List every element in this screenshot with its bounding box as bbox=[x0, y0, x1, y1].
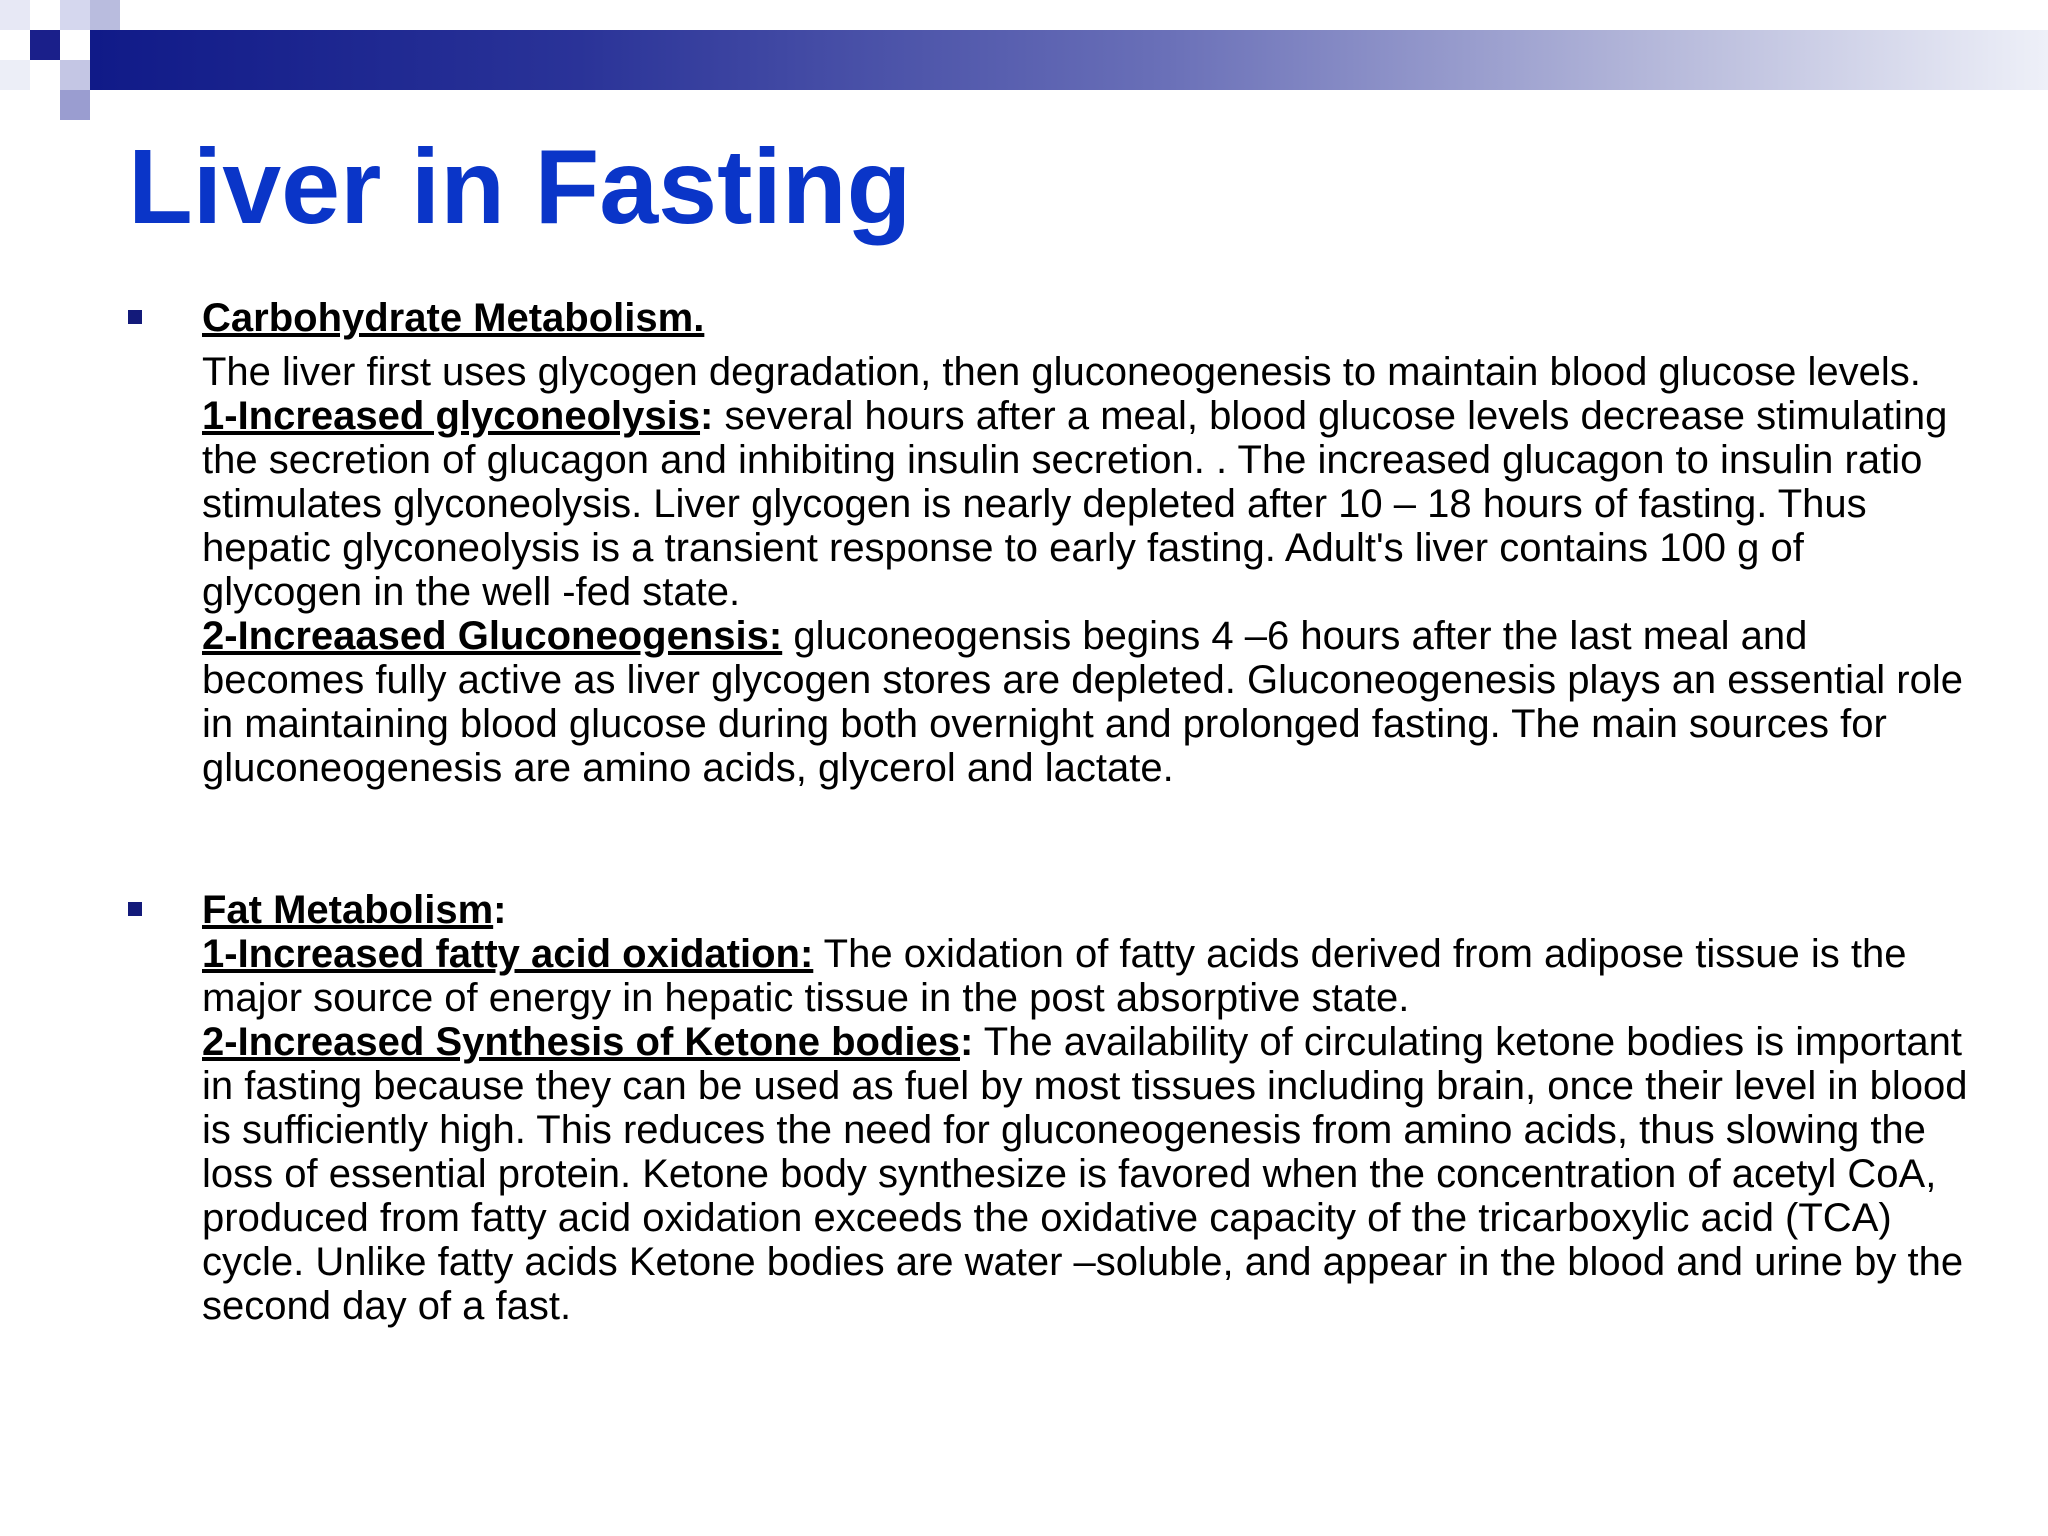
ketone-bodies-paragraph bbox=[202, 1020, 1968, 1328]
bullet-carbohydrate-metabolism bbox=[128, 296, 1968, 790]
ketone-bodies-text: The availability of circulating ketone bodies is important in fasting because they can be used as fuel by most tissues including brain, once their level in blood is sufficiently high. This reduces the need for gluconeogenesis from amino acids, thus slowing the loss of essential protein. Ketone body synthesize is favored when the concentration of acetyl CoA, produced from fatty acid oxidation exceeds the oxidative capacity of the tricarboxylic acid (TCA) cycle. Unlike fatty acids Ketone bodies are water –soluble, and appear in the blood and urine by the second day of a fast. bbox=[202, 1020, 1968, 1328]
section-heading-fat-row bbox=[202, 888, 1968, 932]
square-bullet-icon bbox=[128, 902, 142, 916]
fat-heading-colon: : bbox=[493, 888, 507, 932]
slide-content bbox=[128, 296, 1968, 1328]
gluconeogenesis-label: 2-Increaased Gluconeogensis: bbox=[202, 614, 783, 658]
ketone-bodies-label: 2-Increased Synthesis of Ketone bodies bbox=[202, 1020, 960, 1064]
decor-square bbox=[30, 30, 60, 60]
glyconeolysis-paragraph bbox=[202, 394, 1968, 614]
gluconeogenesis-paragraph bbox=[202, 614, 1968, 790]
square-bullet-icon bbox=[128, 310, 142, 324]
decor-square bbox=[60, 0, 90, 30]
bullet-fat-metabolism bbox=[128, 888, 1968, 1328]
fatty-acid-oxidation-label: 1-Increased fatty acid oxidation: bbox=[202, 932, 814, 976]
gluconeogenesis-text: gluconeogensis begins 4 –6 hours after the last meal and becomes fully active as liver glycogen stores are depleted. Gluconeogenesis plays an essential role in maintaining blood glucose during both overnight and prolonged fasting. The main sources for gluconeogenesis are amino acids, glycerol and lactate. bbox=[202, 614, 1963, 790]
decor-square bbox=[90, 0, 120, 30]
decor-square bbox=[60, 90, 90, 120]
glyconeolysis-text: several hours after a meal, blood glucose levels decrease stimulating the secretion of glucagon and inhibiting insulin secretion. . The increased glucagon to insulin ratio stimulates glyconeolysis. Liver glycogen is nearly depleted after 10 – 18 hours of fasting. Thus hepatic glyconeolysis is a transient response to early fasting. Adult's liver contains 100 g of glycogen in the well -fed state. bbox=[202, 394, 1948, 614]
decor-square bbox=[0, 60, 30, 90]
fatty-acid-oxidation-paragraph bbox=[202, 932, 1968, 1020]
header-gradient-bar bbox=[90, 30, 2048, 90]
glyconeolysis-colon: : bbox=[700, 394, 714, 438]
carbohydrate-intro: The liver first uses glycogen degradation, then gluconeogenesis to maintain blood glucose levels. bbox=[202, 350, 1921, 394]
fatty-acid-oxidation-text: The oxidation of fatty acids derived from adipose tissue is the major source of energy in hepatic tissue in the post absorptive state. bbox=[202, 932, 1907, 1020]
section-spacer bbox=[128, 790, 1968, 888]
section-heading-carbohydrate: Carbohydrate Metabolism. bbox=[202, 296, 705, 340]
ketone-bodies-colon: : bbox=[960, 1020, 974, 1064]
glyconeolysis-label: 1-Increased glyconeolysis bbox=[202, 394, 701, 438]
decor-square bbox=[0, 0, 30, 30]
slide-title: Liver in Fasting bbox=[128, 128, 912, 246]
section-heading-fat: Fat Metabolism bbox=[202, 888, 494, 932]
decor-square bbox=[60, 60, 90, 90]
